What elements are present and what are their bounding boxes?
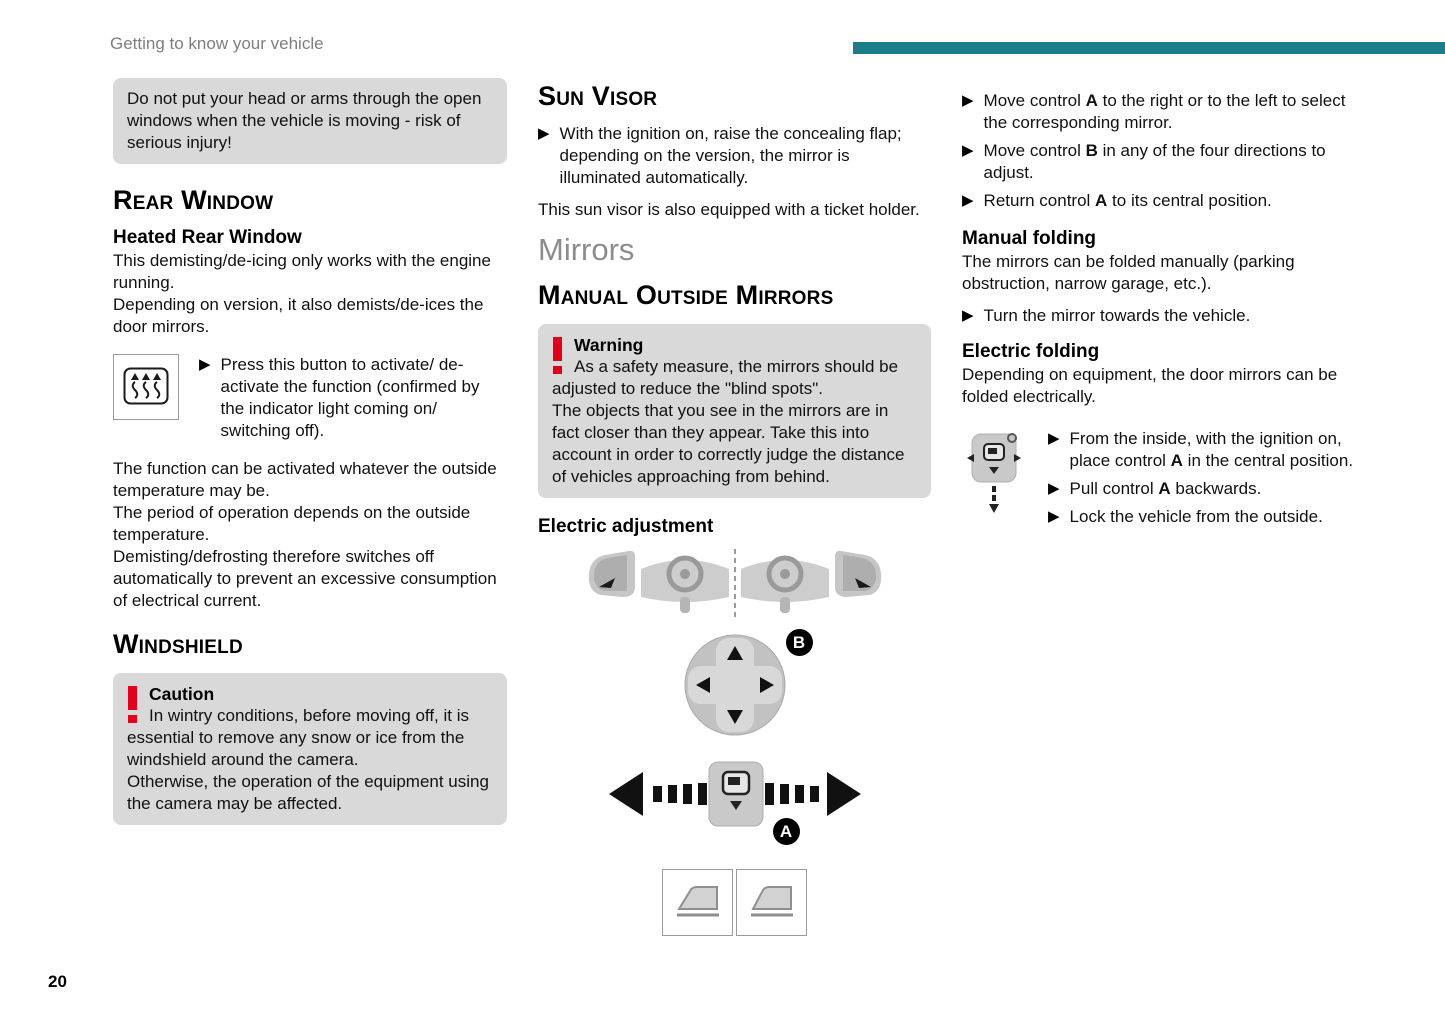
bullet-text: Return control A to its central position. [983,191,1272,210]
bullet-text: With the ignition on, raise the concealing flap; depending on the version, the mirror is illuminated automatically. [559,124,902,187]
arrow-bullet-icon: ▶ [199,356,211,373]
electric-folding-heading: Electric folding [962,341,1100,362]
bullet-item [1048,506,1358,528]
window-switch-front-icon [662,869,733,936]
paragraph: The period of operation depends on the outside temperature. [113,503,471,544]
arrow-bullet-icon: ▶ [962,307,974,324]
bullet-item [1048,428,1358,472]
paragraph: Depending on version, it also demists/de-ices the door mirrors. [113,295,484,336]
arrow-bullet-icon: ▶ [1048,508,1060,525]
arrow-bullet-icon: ▶ [538,125,550,142]
header-accent-bar [853,42,1445,54]
caution-text: Otherwise, the operation of the equipment using the camera may be affected. [127,772,489,813]
arrow-bullet-icon: ▶ [962,192,974,209]
control-a-selector-icon [607,760,863,834]
paragraph: Depending on equipment, the door mirrors can be folded electrically. [962,365,1338,406]
bullet-text: Move control A to the right or to the left to select the corresponding mirror. [983,91,1346,132]
warning-exclamation-icon [553,337,562,374]
caution-box [113,673,507,825]
manual-folding-heading: Manual folding [962,228,1097,249]
bullet-item [962,140,1358,184]
electric-adjustment-heading: Electric adjustment [538,516,714,537]
warning-box [538,324,931,498]
safety-note-box [113,78,507,164]
caution-exclamation-icon [128,686,137,723]
bullet-text: Pull control A backwards. [1069,479,1262,498]
page-number: 20 [48,972,67,991]
right-column [962,90,1358,528]
heated-rear-window-row [113,354,507,442]
mirrors-heading: Mirrors [538,232,635,267]
control-b-pad-icon [683,633,787,737]
rear-window-heading: Rear Window [113,185,274,215]
sun-visor-heading: Sun Visor [538,81,658,111]
bullet-item [538,123,931,189]
bullet-item [962,190,1358,212]
caution-title: Caution [149,684,215,704]
left-column [113,78,507,825]
bullet-item [1048,478,1358,500]
middle-column [538,80,931,936]
bullet-text: Turn the mirror towards the vehicle. [983,306,1251,325]
arrow-bullet-icon: ▶ [1048,480,1060,497]
arrow-bullet-icon: ▶ [962,142,974,159]
folding-control-icon [962,428,1026,514]
bullet-item [962,305,1358,327]
windshield-heading: Windshield [113,629,243,659]
caution-text: In wintry conditions, before moving off, it is essential to remove any snow or ice from the windshield around the camera. [127,706,470,769]
heated-rear-window-button-icon [113,354,179,420]
arrow-bullet-icon: ▶ [1048,430,1060,447]
mirror-adjustment-diagrams [538,547,931,936]
window-switch-icons [662,869,807,936]
paragraph: The mirrors can be folded manually (parking obstruction, narrow garage, etc.). [962,252,1295,293]
control-a-selector [607,760,863,839]
bullet-text: Lock the vehicle from the outside. [1069,507,1323,526]
window-switch-rear-icon [736,869,807,936]
demist-icon [123,367,169,407]
mirror-selection-diagram [585,547,885,619]
bullet-text: Move control B in any of the four directions to adjust. [983,141,1326,182]
arrow-bullet-icon: ▶ [962,92,974,109]
bullet-text: Press this button to activate/ de-activate the function (confirmed by the indicator light coming on/ switching off). [220,355,480,440]
section-header: Getting to know your vehicle [110,34,324,53]
bullet-item [199,354,507,442]
bullet-item [962,90,1358,134]
manual-outside-mirrors-heading: Manual Outside Mirrors [538,280,834,310]
paragraph: Demisting/defrosting therefore switches off automatically to prevent an excessive consumption of electrical current. [113,547,497,610]
warning-text: As a safety measure, the mirrors should be adjusted to reduce the "blind spots". [552,357,899,398]
electric-folding-row [962,428,1358,528]
heated-rear-window-heading: Heated Rear Window [113,227,302,248]
safety-note-text: Do not put your head or arms through the open windows when the vehicle is moving - risk of serious injury! [127,89,482,152]
warning-text: The objects that you see in the mirrors are in fact closer than they appear. Take this into account in order to correctly judge the distance of vehicles approaching from behind. [552,401,905,486]
electric-folding-bullets [1048,428,1358,528]
bullet-text: From the inside, with the ignition on, place control A in the central position. [1069,429,1354,470]
control-b-badge: B [786,629,813,656]
paragraph: This sun visor is also equipped with a ticket holder. [538,200,920,219]
paragraph: The function can be activated whatever the outside temperature may be. [113,459,497,500]
paragraph: This demisting/de-icing only works with the engine running. [113,251,491,292]
control-a-badge: A [773,818,800,845]
warning-title: Warning [574,335,644,355]
control-b-pad [683,632,806,742]
